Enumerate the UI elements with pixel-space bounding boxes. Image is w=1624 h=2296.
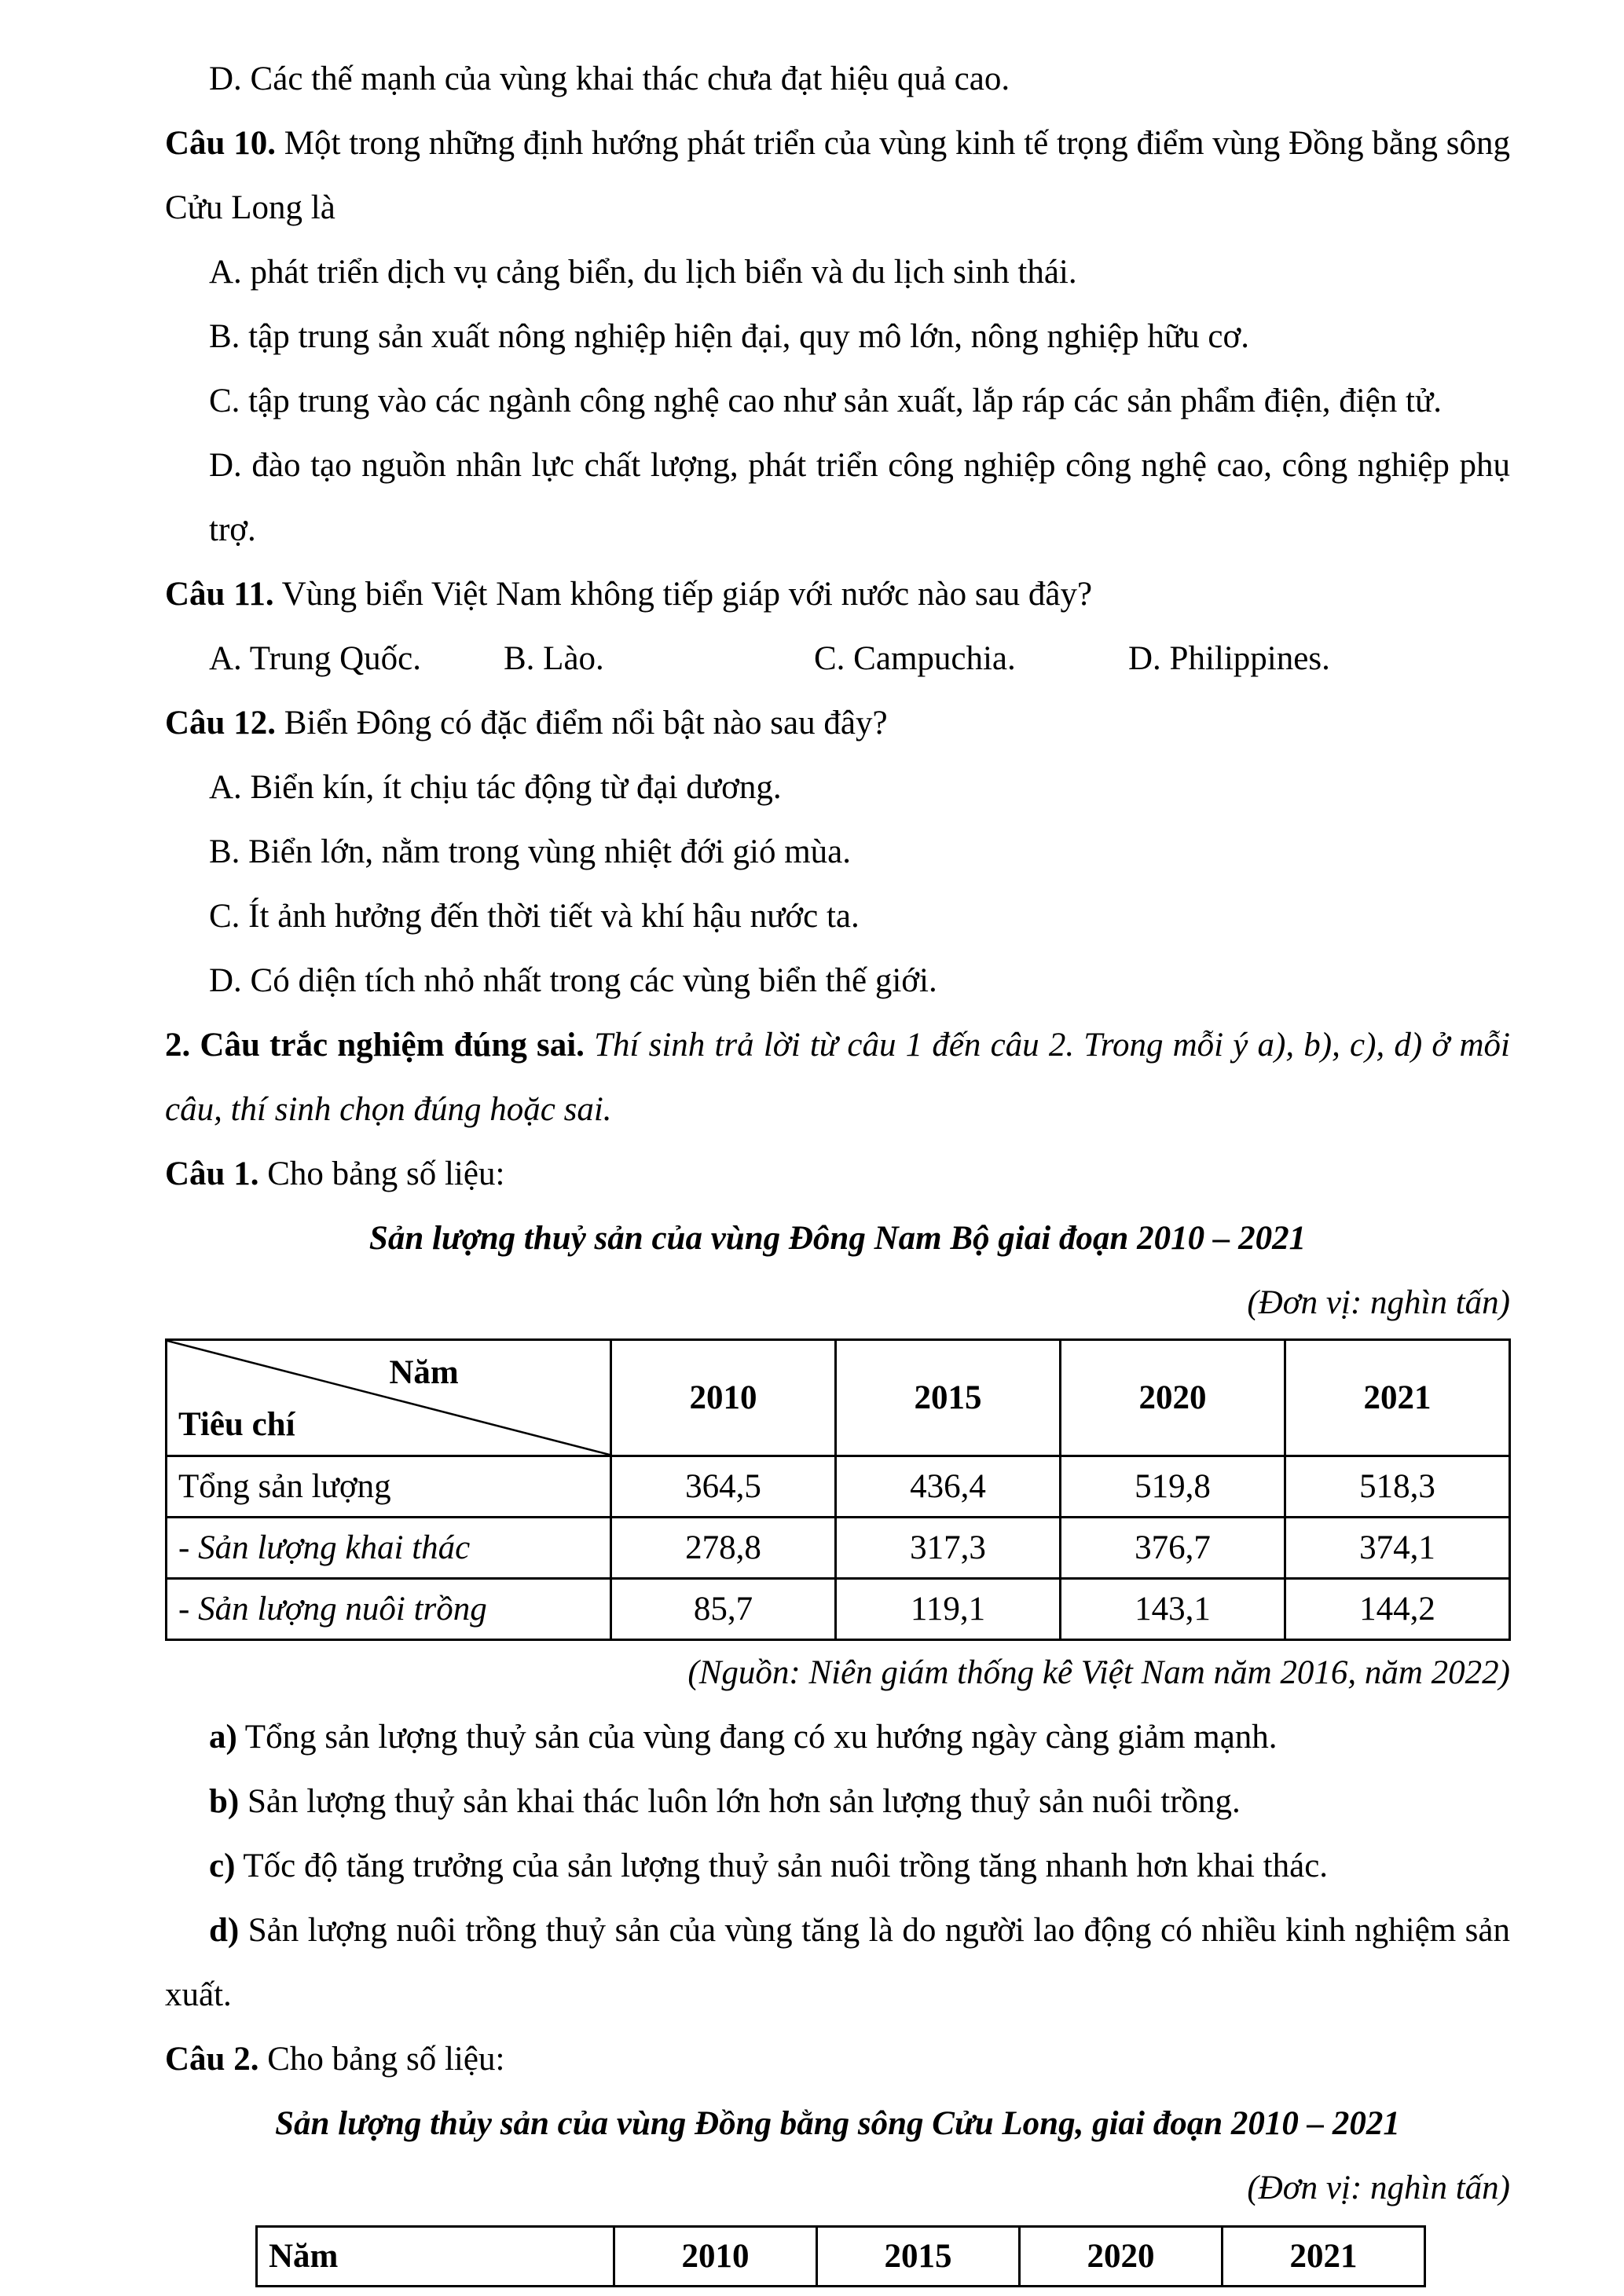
q10-option-d: D. đào tạo nguồn nhân lực chất lượng, phát triển công nghiệp công nghệ cao, công nghiệp phụ trợ. bbox=[209, 447, 1510, 548]
q12-option-a: A. Biển kín, ít chịu tác động từ đại dương. bbox=[209, 769, 782, 806]
cell-value: 143,1 bbox=[1061, 1579, 1285, 1640]
q12-option-d: D. Có diện tích nhỏ nhất trong các vùng biển thế giới. bbox=[209, 962, 937, 999]
cell-value: 374,1 bbox=[1285, 1518, 1510, 1579]
statement-text: Tổng sản lượng thuỷ sản của vùng đang có xu hướng ngày càng giảm mạnh. bbox=[236, 1719, 1278, 1756]
table1-source-note: (Nguồn: Niên giám thống kê Việt Nam năm 2016, năm 2022) bbox=[687, 1654, 1510, 1691]
cau1-label: Câu 1. bbox=[165, 1155, 259, 1192]
cell-value: 436,4 bbox=[836, 1456, 1061, 1518]
q11-option-b: B. Lào. bbox=[504, 640, 604, 677]
cau1-statement-d bbox=[165, 1899, 1510, 2027]
q11-label: Câu 11. bbox=[165, 576, 274, 613]
q12-option-c: C. Ít ảnh hưởng đến thời tiết và khí hậu nước ta. bbox=[209, 898, 860, 935]
table-thuysan-dongnambo bbox=[165, 1338, 1511, 1641]
statement-label: b) bbox=[209, 1783, 240, 1820]
statement-text: Sản lượng nuôi trồng thuỷ sản của vùng tăng là do người lao động có nhiều kinh nghiệm sản xuất. bbox=[165, 1912, 1510, 2013]
table1-title: Sản lượng thuỷ sản của vùng Đông Nam Bộ giai đoạn 2010 – 2021 bbox=[368, 1220, 1307, 1257]
table1-year-2010: 2010 bbox=[611, 1340, 836, 1456]
cell-value: 85,7 bbox=[611, 1579, 836, 1640]
cell-value: 364,5 bbox=[611, 1456, 836, 1518]
q11-option-d: D. Philippines. bbox=[1128, 640, 1330, 677]
statement-text: Sản lượng thuỷ sản khai thác luôn lớn hơn sản lượng thuỷ sản nuôi trồng. bbox=[239, 1783, 1241, 1820]
table2-title: Sản lượng thủy sản của vùng Đồng bằng sông Cửu Long, giai đoạn 2010 – 2021 bbox=[275, 2105, 1400, 2142]
section2-heading bbox=[165, 1013, 1510, 1142]
q10-option-a: A. phát triển dịch vụ cảng biển, du lịch biển và du lịch sinh thái. bbox=[209, 254, 1077, 291]
q11-options-row bbox=[165, 627, 1510, 691]
cau1-lead bbox=[165, 1142, 1510, 1207]
q10-label: Câu 10. bbox=[165, 125, 276, 162]
row-label: Tổng sản lượng bbox=[167, 1456, 611, 1518]
statement-label: c) bbox=[209, 1847, 236, 1884]
cau1-statement-b bbox=[165, 1770, 1510, 1834]
cell-value: 278,8 bbox=[611, 1518, 836, 1579]
cell-value: 518,3 bbox=[1285, 1456, 1510, 1518]
q11-stem-text: Vùng biển Việt Nam không tiếp giáp với nước nào sau đây? bbox=[273, 576, 1093, 613]
table1-row-nuoi-trong bbox=[167, 1579, 1510, 1640]
table1-row-khai-thac bbox=[167, 1518, 1510, 1579]
cell-value: 519,8 bbox=[1061, 1456, 1285, 1518]
statement-label: a) bbox=[209, 1719, 237, 1756]
cell-value: 119,1 bbox=[836, 1579, 1061, 1640]
table1-year-2015: 2015 bbox=[836, 1340, 1061, 1456]
table-thuysan-dbscl bbox=[255, 2225, 1426, 2287]
row-label: - Sản lượng khai thác bbox=[167, 1518, 611, 1579]
table2-header-2020: 2020 bbox=[1020, 2227, 1223, 2287]
table1-year-2020: 2020 bbox=[1061, 1340, 1285, 1456]
q11-stem bbox=[165, 562, 1510, 627]
q9-option-d: D. Các thế mạnh của vùng khai thác chưa đạt hiệu quả cao. bbox=[209, 60, 1010, 97]
table2-header-2015: 2015 bbox=[817, 2227, 1020, 2287]
table2-header-row bbox=[257, 2227, 1425, 2287]
row-label: - Sản lượng nuôi trồng bbox=[167, 1579, 611, 1640]
table1-year-2021: 2021 bbox=[1285, 1340, 1510, 1456]
section2-instructions: Thí sinh trả lời từ câu 1 đến câu 2. Trong mỗi ý a), b), c), d) ở mỗi câu, thí sinh chọn đúng hoặc sai. bbox=[165, 1027, 1510, 1128]
table1-unit-note: (Đơn vị: nghìn tấn) bbox=[1247, 1284, 1510, 1321]
table1-header-row bbox=[167, 1340, 1510, 1456]
cau1-statement-a bbox=[165, 1705, 1510, 1770]
cau2-lead-text: Cho bảng số liệu: bbox=[258, 2041, 505, 2078]
section2-label: 2. Câu trắc nghiệm đúng sai. bbox=[165, 1027, 585, 1064]
table2-header-nam: Năm bbox=[257, 2227, 614, 2287]
cell-value: 317,3 bbox=[836, 1518, 1061, 1579]
cell-value: 376,7 bbox=[1061, 1518, 1285, 1579]
table2-header-2010: 2010 bbox=[614, 2227, 817, 2287]
cell-value: 144,2 bbox=[1285, 1579, 1510, 1640]
cau1-statement-c bbox=[165, 1834, 1510, 1899]
table1-corner-tieuchi: Tiêu chí bbox=[178, 1406, 295, 1443]
q12-option-b: B. Biển lớn, nằm trong vùng nhiệt đới gió mùa. bbox=[209, 833, 852, 870]
q10-stem bbox=[165, 112, 1510, 240]
statement-label: d) bbox=[209, 1912, 240, 1949]
q11-option-a: A. Trung Quốc. bbox=[209, 640, 421, 677]
q10-option-b: B. tập trung sản xuất nông nghiệp hiện đại, quy mô lớn, nông nghiệp hữu cơ. bbox=[209, 318, 1249, 355]
q10-stem-text: Một trong những định hướng phát triển của vùng kinh tế trọng điểm vùng Đồng bằng sông Cửu Long là bbox=[165, 125, 1511, 226]
statement-text: Tốc độ tăng trưởng của sản lượng thuỷ sản nuôi trồng tăng nhanh hơn khai thác. bbox=[235, 1847, 1329, 1884]
cau2-label: Câu 2. bbox=[165, 2041, 259, 2078]
table2-unit-note: (Đơn vị: nghìn tấn) bbox=[1247, 2170, 1510, 2206]
cau2-lead bbox=[165, 2027, 1510, 2092]
q10-option-c: C. tập trung vào các ngành công nghệ cao như sản xuất, lắp ráp các sản phẩm điện, điện tử. bbox=[209, 383, 1443, 419]
q12-label: Câu 12. bbox=[165, 705, 276, 742]
q11-option-c: C. Campuchia. bbox=[814, 640, 1016, 677]
q12-stem bbox=[165, 691, 1510, 756]
table2-header-2021: 2021 bbox=[1223, 2227, 1425, 2287]
table1-corner-cell bbox=[167, 1340, 611, 1456]
table1-row-tong-san-luong bbox=[167, 1456, 1510, 1518]
q12-stem-text: Biển Đông có đặc điểm nổi bật nào sau đây? bbox=[275, 705, 888, 742]
cau1-lead-text: Cho bảng số liệu: bbox=[258, 1155, 505, 1192]
table1-corner-nam: Năm bbox=[389, 1354, 459, 1391]
